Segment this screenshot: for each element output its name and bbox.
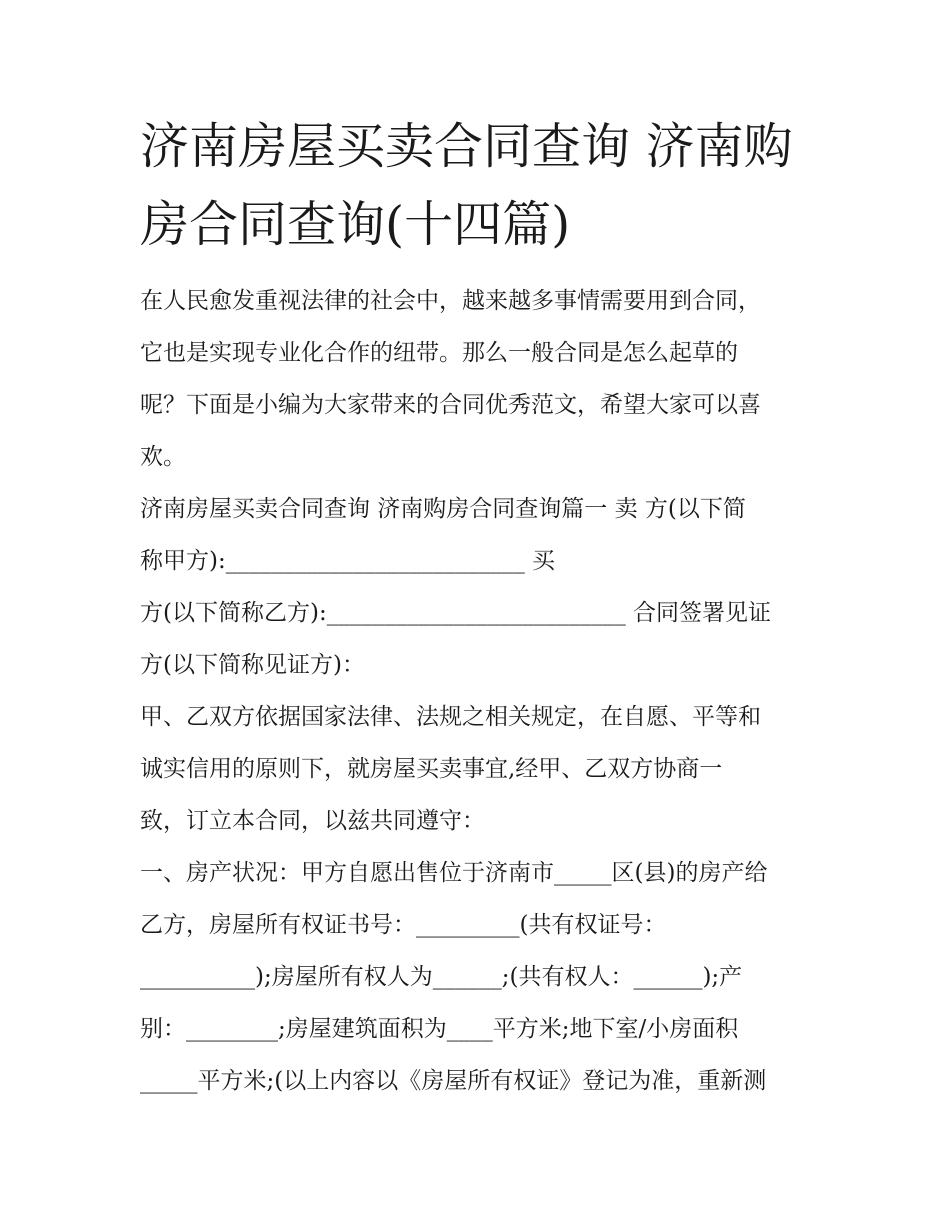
paragraph-line: 它也是实现专业化合作的纽带。那么一般合同是怎么起草的 bbox=[140, 340, 738, 366]
paragraph-line: 欢。 bbox=[140, 444, 186, 470]
paragraph-line: 诚实信用的原则下，就房屋买卖事宜,经甲、乙双方协商一 bbox=[140, 756, 723, 782]
paragraph-line: 呢？下面是小编为大家带来的合同优秀范文，希望大家可以喜 bbox=[140, 392, 761, 418]
paragraph-line: 一、房产状况：甲方自愿出售位于济南市_____区(县)的房产给 bbox=[140, 860, 768, 886]
paragraph-line: 称甲方):__________________________ 买 bbox=[140, 548, 556, 574]
paragraph-line: __________);房屋所有权人为______;(共有权人：______);产 bbox=[140, 964, 743, 990]
paragraph-line: 方(以下简称乙方):__________________________ 合同签署见证 bbox=[140, 600, 772, 626]
document-body bbox=[140, 275, 820, 1107]
document-title bbox=[140, 108, 820, 264]
paragraph-line: 乙方，房屋所有权证书号：_________(共有权证号： bbox=[140, 912, 667, 938]
paragraph-line: 致，订立本合同，以兹共同遵守： bbox=[140, 808, 485, 834]
title-line: 济南房屋买卖合同查询 济南购 bbox=[140, 118, 793, 175]
paragraph-line: 别：________;房屋建筑面积为____平方米;地下室/小房面积 bbox=[140, 1016, 739, 1042]
paragraph-line: 济南房屋买卖合同查询 济南购房合同查询篇一 卖 方(以下简 bbox=[140, 496, 746, 522]
paragraph-line: 方(以下简称见证方)： bbox=[140, 652, 365, 678]
paragraph-line: _____平方米;(以上内容以《房屋所有权证》登记为准，重新测 bbox=[140, 1068, 767, 1094]
paragraph-line: 在人民愈发重视法律的社会中，越来越多事情需要用到合同， bbox=[140, 288, 761, 314]
paragraph-line: 甲、乙双方依据国家法律、法规之相关规定，在自愿、平等和 bbox=[140, 704, 761, 730]
title-line: 房合同查询(十四篇) bbox=[140, 196, 571, 253]
